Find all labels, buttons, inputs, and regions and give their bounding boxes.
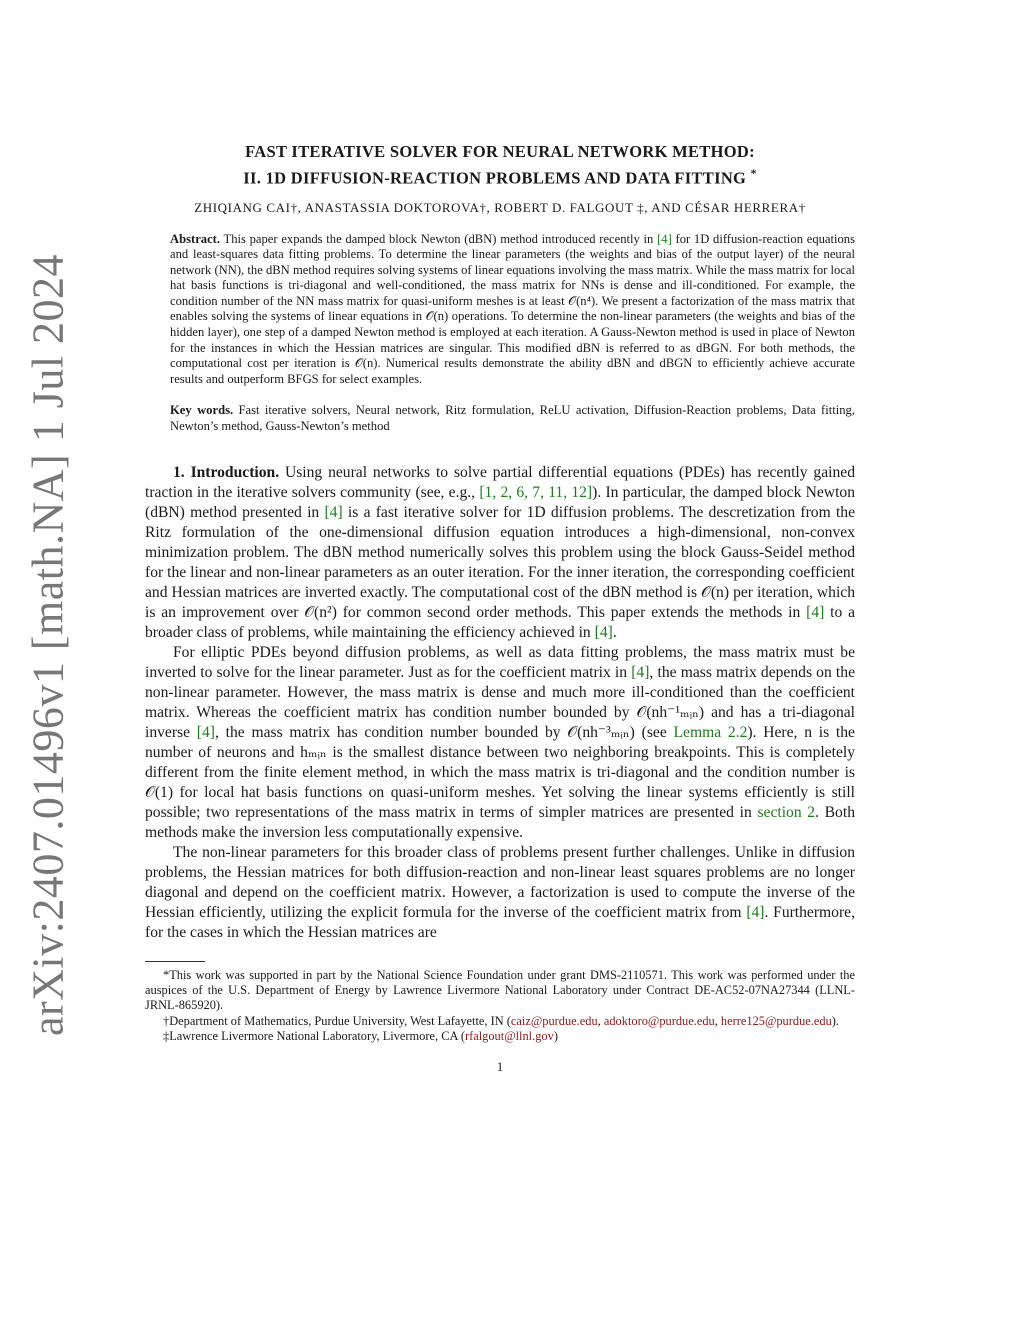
email-link[interactable]: rfalgout@llnl.gov	[464, 1029, 554, 1044]
paper-page	[145, 140, 855, 1075]
section-heading: 1. Introduction.	[173, 463, 280, 481]
page-number: 1	[496, 1058, 504, 1074]
email-link[interactable]: caiz@purdue.edu	[510, 1013, 598, 1028]
intro-paragraph-1	[145, 463, 855, 643]
intro-p1-text-d: to a broader class of problems, while maintaining the efficiency achieved in	[145, 603, 856, 641]
abstract-text-1: This paper expands the damped block Newton (dBN) method introduced recently in	[223, 231, 654, 246]
intro-p2-text-d: ). Here, n is the number of neurons and hₘᵢₙ is the smallest distance between two neighboring breakpoints. This is completely different from the finite element method, in which the mass matrix is tri-diagonal and the condition number is 𝒪(1) for local hat basis functions on quasi-uniform meshes. Yet solving the linear systems efficiently is still possible; two representations of the mass matrix in terms of simpler matrices are presented in	[145, 723, 855, 821]
keywords	[170, 403, 855, 434]
intro-p1-text-c: is a fast iterative solver for 1D diffusion problems. The descretization from the Ritz formulation of the one-dimensional diffusion equation introduces a high-dimensional, non-convex minimization problem. The dBN method numerically solves this problem using the block Gauss-Seidel method for the linear and non-linear parameters as an outer iteration. For the inner iteration, the corresponding coefficient and Hessian matrices are inverted exactly. The computational cost of the dBN method is 𝒪(n) per iteration, which is an improvement over 𝒪(n²) for common second order methods. This paper extends the methods in	[145, 503, 855, 621]
arxiv-sidebar	[22, 253, 74, 1037]
intro-p1-text-b: ). In particular, the damped block Newton (dBN) method presented in	[145, 483, 855, 521]
title-line-2	[145, 163, 855, 190]
footnote-funding: *This work was supported in part by the National Science Foundation under grant DMS-2110571. This work was performed under the auspices of the U.S. Department of Energy by Lawrence Livermore National Laboratory under Contract DE-AC52-07NA27344 (LLNL-JRNL-865920).	[145, 967, 855, 1013]
footnote-purdue-end: ).	[831, 1013, 839, 1028]
intro-p3-text-a: The non-linear parameters for this broader class of problems present further challenges. Unlike in diffusion problems, the Hessian matrices for both diffusion-reaction and non-linear least squares problems are no longer diagonal and depend on the coefficient matrix. However, a factorization is used to compute the inverse of the Hessian efficiently, utilizing the explicit formula for the inverse of the coefficient matrix from	[145, 843, 855, 921]
abstract	[170, 232, 855, 388]
citation-ref-4[interactable]: [4]	[806, 603, 825, 621]
citation-ref-4[interactable]: [4]	[324, 503, 343, 521]
abstract-text-2: for 1D diffusion-reaction equations and least-squares data fitting problems. To determine the linear parameters (the weights and bias of the output layer) of the neural network (NN), the dBN method requires solving systems of linear equations involving the mass matrix. While the mass matrix for local hat basis functions is tri-diagonal and well-conditioned, the mass matrix for NNs is dense and ill-conditioned. For example, the condition number of the NN mass matrix for quasi-uniform meshes is at least 𝒪(n⁴). We present a factorization of the mass matrix that enables solving the systems of linear equations in 𝒪(n) operations. To determine the non-linear parameters (the weights and bias of the hidden layer), one step of a damped Newton method is employed at each iteration. A Gauss-Newton method is used in place of Newton for the instances in which the Hessian matrices are singular. This modified dBN is referred to as dBGN. For both methods, the computational cost per iteration is 𝒪(n). Numerical results demonstrate the ability dBN and dBGN to efficiently achieve accurate results and outperform BFGS for select examples.	[170, 231, 856, 386]
intro-p1-text-e: .	[612, 623, 617, 641]
footnote-llnl-end: )	[553, 1029, 558, 1044]
intro-p2-text-e: . Both methods make the inversion less computationally expensive.	[145, 803, 855, 841]
lemma-link[interactable]: Lemma 2.2	[673, 723, 748, 741]
footnote-purdue-text: †Department of Mathematics, Purdue University, West Lafayette, IN (	[163, 1013, 511, 1028]
intro-paragraph-3	[145, 843, 855, 943]
paper-title	[145, 140, 855, 190]
citation-ref-4[interactable]: [4]	[196, 723, 215, 741]
citation-ref-4[interactable]: [4]	[631, 663, 650, 681]
email-link[interactable]: herre125@purdue.edu	[720, 1013, 832, 1028]
citation-refs[interactable]: [1, 2, 6, 7, 11, 12]	[479, 483, 593, 501]
email-link[interactable]: adoktoro@purdue.edu	[603, 1013, 715, 1028]
footnote-llnl	[145, 1029, 855, 1044]
footnotes	[145, 968, 855, 1045]
keywords-text: Fast iterative solvers, Neural network, Ritz formulation, ReLU activation, Diffusion-Reaction problems, Data fitting, Newton’s method, Gauss-Newton’s method	[170, 403, 855, 434]
intro-p1-text-a: Using neural networks to solve partial differential equations (PDEs) has recently gained traction in the iterative solvers community (see, e.g.,	[145, 463, 855, 501]
footnote-llnl-text: ‡Lawrence Livermore National Laboratory, Livermore, CA (	[163, 1029, 465, 1044]
abstract-label: Abstract.	[170, 231, 221, 246]
arxiv-id: arXiv:2407.01496v1 [math.NA] 1 Jul 2024	[23, 253, 73, 1037]
email-separator: ,	[714, 1013, 721, 1028]
intro-p2-text-a: For elliptic PDEs beyond diffusion problems, as well as data fitting problems, the mass matrix must be inverted to solve for the linear parameter. Just as for the coefficient matrix in	[145, 643, 855, 681]
citation-ref-4[interactable]: [4]	[594, 623, 613, 641]
intro-p3-text-b: . Furthermore, for the cases in which the Hessian matrices are	[145, 903, 855, 941]
footnote-purdue	[145, 1014, 855, 1029]
intro-paragraph-2	[145, 643, 855, 843]
intro-p2-text-b: , the mass matrix depends on the non-linear parameter. However, the mass matrix is dense and much more ill-conditioned than the coefficient matrix. Whereas the coefficient matrix has condition number bounded by 𝒪(nh⁻¹ₘᵢₙ) and has a tri-diagonal inverse	[145, 663, 855, 741]
citation-ref-4[interactable]: [4]	[746, 903, 765, 921]
title-footnote-mark: *	[750, 168, 757, 180]
email-separator: ,	[597, 1013, 604, 1028]
author-list: ZHIQIANG CAI†, ANASTASSIA DOKTOROVA†, ROBERT D. FALGOUT ‡, AND CÉSAR HERRERA†	[194, 199, 806, 215]
keywords-label: Key words.	[170, 403, 234, 418]
introduction-section	[145, 463, 855, 943]
title-line-2-text: II. 1D DIFFUSION-REACTION PROBLEMS AND DATA FITTING	[243, 168, 747, 188]
title-line-1: FAST ITERATIVE SOLVER FOR NEURAL NETWORK METHOD:	[245, 142, 755, 161]
footnote-divider	[145, 961, 205, 962]
intro-p2-text-c: , the mass matrix has condition number bounded by 𝒪(nh⁻³ₘᵢₙ) (see	[214, 723, 667, 741]
abstract-ref-4[interactable]: [4]	[657, 231, 672, 246]
section-link[interactable]: section 2	[757, 803, 816, 821]
